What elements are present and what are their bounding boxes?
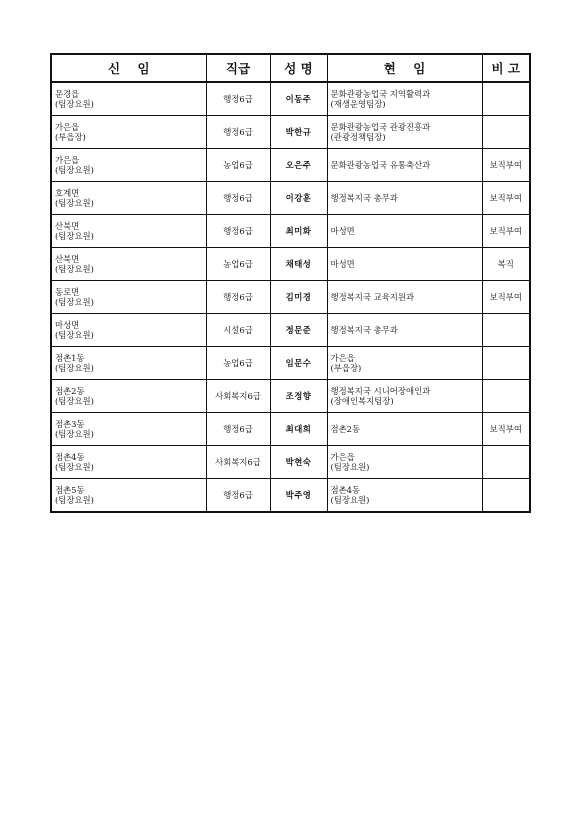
new-post-unit: 점촌1동 [55, 352, 85, 363]
table-row [51, 248, 530, 281]
new-post-cell [51, 215, 206, 248]
new-post-role: (팀장요원) [55, 297, 94, 307]
header-current-post: 현 임 [327, 54, 482, 82]
name-cell: 박현숙 [270, 446, 327, 479]
new-post-role: (팀장요원) [55, 198, 94, 208]
new-post-role: (팀장요원) [55, 330, 94, 340]
new-post-unit: 문경읍 [55, 88, 80, 99]
note-cell: 보직부여 [482, 215, 530, 248]
table-row [51, 215, 530, 248]
new-post-role: (팀장요원) [55, 264, 94, 274]
current-post-cell [327, 446, 482, 479]
new-post-cell [51, 82, 206, 116]
grade-cell: 사회복지6급 [206, 380, 270, 413]
name-cell: 박주영 [270, 479, 327, 513]
new-post-cell [51, 281, 206, 314]
name-cell: 박한규 [270, 116, 327, 149]
new-post-cell [51, 347, 206, 380]
name-cell: 임문수 [270, 347, 327, 380]
new-post-role: (팀장요원) [55, 396, 94, 406]
current-post-unit: 행정복지국 시니어장애인과 [330, 385, 431, 396]
new-post-cell [51, 182, 206, 215]
grade-cell: 행정6급 [206, 281, 270, 314]
new-post-unit: 마성면 [55, 319, 80, 330]
table-row [51, 182, 530, 215]
table-header [51, 54, 530, 82]
grade-cell: 행정6급 [206, 413, 270, 446]
header-name: 성 명 [270, 54, 327, 82]
grade-cell: 행정6급 [206, 215, 270, 248]
note-cell: 보직부여 [482, 149, 530, 182]
current-post-cell [327, 248, 482, 281]
current-post-cell [327, 479, 482, 513]
note-cell [482, 347, 530, 380]
current-post-unit: 문화관광농업국 지역활력과 [330, 88, 431, 99]
note-cell: 보직부여 [482, 182, 530, 215]
note-cell [482, 82, 530, 116]
new-post-unit: 동로면 [55, 286, 80, 297]
note-cell: 보직부여 [482, 281, 530, 314]
current-post-role: (팀장요원) [330, 495, 370, 505]
new-post-role: (팀장요원) [55, 363, 94, 373]
current-post-unit: 점촌2동 [330, 423, 361, 434]
table-row [51, 82, 530, 116]
name-cell: 이동주 [270, 82, 327, 116]
note-cell [482, 380, 530, 413]
current-post-role: (팀장요원) [330, 462, 370, 472]
new-post-cell [51, 380, 206, 413]
current-post-cell [327, 149, 482, 182]
grade-cell: 사회복지6급 [206, 446, 270, 479]
table-row [51, 149, 530, 182]
name-cell: 이강훈 [270, 182, 327, 215]
new-post-role: (팀장요원) [55, 231, 94, 241]
new-post-unit: 점촌3동 [55, 418, 85, 429]
current-post-unit: 행정복지국 교육지원과 [330, 291, 415, 302]
new-post-unit: 가은읍 [55, 121, 80, 132]
current-post-role: (부읍장) [330, 363, 362, 373]
note-cell [482, 314, 530, 347]
current-post-cell [327, 82, 482, 116]
table-row [51, 446, 530, 479]
name-cell: 오은주 [270, 149, 327, 182]
current-post-cell [327, 215, 482, 248]
table-row [51, 347, 530, 380]
new-post-cell [51, 149, 206, 182]
current-post-unit: 문화관광농업국 유통축산과 [330, 159, 431, 170]
current-post-cell [327, 380, 482, 413]
grade-cell: 행정6급 [206, 479, 270, 513]
new-post-role: (팀장요원) [55, 99, 94, 109]
grade-cell: 행정6급 [206, 116, 270, 149]
new-post-role: (팀장요원) [55, 495, 94, 505]
name-cell: 최미화 [270, 215, 327, 248]
new-post-role: (팀장요원) [55, 429, 94, 439]
table-row [51, 479, 530, 513]
new-post-cell [51, 413, 206, 446]
current-post-unit: 행정복지국 총무과 [330, 192, 398, 203]
current-post-unit: 가은읍 [330, 352, 355, 363]
new-post-unit: 산북면 [55, 253, 80, 264]
new-post-role: (팀장요원) [55, 165, 94, 175]
note-cell: 보직부여 [482, 413, 530, 446]
note-cell [482, 446, 530, 479]
new-post-cell [51, 314, 206, 347]
table-row [51, 281, 530, 314]
current-post-role: (관광정책팀장) [330, 132, 386, 142]
current-post-cell [327, 182, 482, 215]
header-new-post: 신 임 [51, 54, 206, 82]
note-cell [482, 479, 530, 513]
table-row [51, 380, 530, 413]
new-post-cell [51, 446, 206, 479]
new-post-unit: 점촌4동 [55, 451, 85, 462]
grade-cell: 행정6급 [206, 182, 270, 215]
name-cell: 채태성 [270, 248, 327, 281]
name-cell: 정문준 [270, 314, 327, 347]
current-post-role: (장애인복지팀장) [330, 396, 394, 406]
current-post-unit: 문화관광농업국 관광진흥과 [330, 121, 431, 132]
new-post-role: (부읍장) [55, 132, 86, 142]
current-post-role: (재생운영팀장) [330, 99, 386, 109]
grade-cell: 농업6급 [206, 248, 270, 281]
name-cell: 김미경 [270, 281, 327, 314]
note-cell: 복직 [482, 248, 530, 281]
table-row [51, 116, 530, 149]
current-post-cell [327, 347, 482, 380]
current-post-unit: 점촌4동 [330, 484, 361, 495]
header-grade: 직급 [206, 54, 270, 82]
name-cell: 최대희 [270, 413, 327, 446]
new-post-unit: 점촌5동 [55, 484, 85, 495]
personnel-table [50, 53, 531, 513]
current-post-unit: 행정복지국 총무과 [330, 324, 398, 335]
header-row [51, 54, 530, 82]
grade-cell: 농업6급 [206, 347, 270, 380]
table-body [51, 82, 530, 512]
table-row [51, 413, 530, 446]
note-cell [482, 116, 530, 149]
current-post-unit: 마성면 [330, 258, 355, 269]
new-post-role: (팀장요원) [55, 462, 94, 472]
new-post-cell [51, 479, 206, 513]
header-note: 비 고 [482, 54, 530, 82]
new-post-unit: 호계면 [55, 187, 80, 198]
grade-cell: 행정6급 [206, 82, 270, 116]
current-post-unit: 마성면 [330, 225, 355, 236]
new-post-cell [51, 248, 206, 281]
new-post-cell [51, 116, 206, 149]
current-post-cell [327, 314, 482, 347]
current-post-cell [327, 413, 482, 446]
name-cell: 조정향 [270, 380, 327, 413]
current-post-cell [327, 116, 482, 149]
new-post-unit: 가은읍 [55, 154, 80, 165]
grade-cell: 농업6급 [206, 149, 270, 182]
new-post-unit: 점촌2동 [55, 385, 85, 396]
new-post-unit: 산북면 [55, 220, 80, 231]
current-post-unit: 가은읍 [330, 451, 355, 462]
table-row [51, 314, 530, 347]
current-post-cell [327, 281, 482, 314]
grade-cell: 시설6급 [206, 314, 270, 347]
